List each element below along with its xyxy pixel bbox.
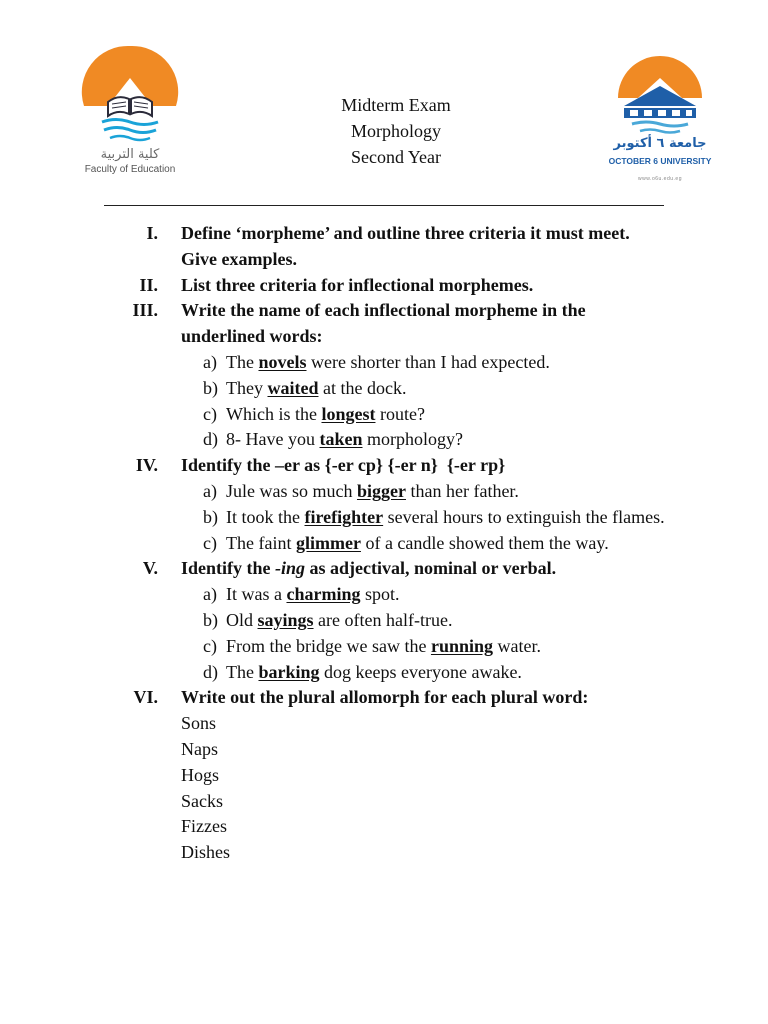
sub-item-text: 8- Have you bbox=[226, 429, 320, 450]
question-line: Give examples. bbox=[181, 248, 297, 269]
sub-item-text: Jule was so much bbox=[226, 480, 357, 501]
question-text bbox=[181, 685, 691, 711]
sub-item-letter: b) bbox=[203, 377, 218, 398]
question-line: Write out the plural allomorph for each plural word: bbox=[181, 687, 589, 708]
sub-item bbox=[203, 505, 666, 531]
university-building-icon bbox=[614, 46, 706, 134]
question-text bbox=[181, 221, 691, 273]
question-text bbox=[181, 273, 691, 299]
sub-item bbox=[203, 582, 686, 608]
question-number: III. bbox=[132, 300, 158, 321]
faculty-of-education-logo bbox=[80, 44, 180, 180]
sub-item-text: The bbox=[226, 661, 259, 682]
university-english-caption: OCTOBER 6 UNIVERSITY bbox=[608, 156, 712, 166]
underlined-word: running bbox=[430, 635, 493, 656]
sub-item-letter: d) bbox=[203, 429, 218, 450]
sub-item-text: Old bbox=[226, 609, 258, 630]
sub-item-text: water. bbox=[493, 635, 541, 656]
exam-year: Second Year bbox=[351, 147, 441, 167]
sub-item-letter: b) bbox=[203, 609, 218, 630]
sub-item bbox=[203, 376, 686, 402]
question-3 bbox=[0, 298, 768, 350]
question-line: List three criteria for inflectional morphemes. bbox=[181, 274, 534, 295]
faculty-english-caption: Faculty of Education bbox=[84, 164, 176, 175]
underlined-word: taken bbox=[319, 429, 363, 450]
question-italic-term: -ing bbox=[275, 558, 306, 579]
exam-title: Midterm Exam bbox=[341, 95, 451, 115]
question-list bbox=[0, 221, 768, 866]
sub-item-text: Which is the bbox=[226, 403, 322, 424]
sub-item-letter: c) bbox=[203, 532, 217, 553]
plural-word: Dishes bbox=[181, 842, 230, 863]
underlined-word: firefighter bbox=[304, 506, 384, 527]
question-5 bbox=[0, 556, 768, 582]
sub-item-letter: a) bbox=[203, 351, 217, 372]
faculty-arabic-caption: كلية التربية bbox=[100, 147, 160, 162]
sub-item-text: It was a bbox=[226, 584, 287, 605]
book-icon bbox=[80, 44, 180, 144]
sub-item-text: several hours to extinguish the flames. bbox=[383, 506, 665, 527]
question-number: II. bbox=[139, 274, 158, 295]
plural-word: Hogs bbox=[181, 764, 220, 785]
plural-word: Naps bbox=[181, 738, 218, 759]
underlined-word: barking bbox=[258, 661, 320, 682]
sub-item-text: spot. bbox=[360, 584, 400, 605]
question-number: V. bbox=[142, 558, 158, 579]
sub-item-text: than her father. bbox=[405, 480, 519, 501]
question-1 bbox=[0, 221, 768, 273]
sub-item-letter: a) bbox=[203, 584, 217, 605]
underlined-word: novels bbox=[258, 351, 307, 372]
question-2 bbox=[0, 273, 768, 299]
sub-item-text: are often half-true. bbox=[313, 609, 453, 630]
sub-item bbox=[203, 350, 686, 376]
sub-item-text: It took the bbox=[226, 506, 305, 527]
sub-item bbox=[203, 634, 686, 660]
question-number: I. bbox=[146, 223, 158, 243]
exam-subject: Morphology bbox=[351, 121, 441, 141]
underlined-word: glimmer bbox=[295, 532, 361, 553]
sub-item-text: route? bbox=[375, 403, 425, 424]
university-url-caption: www.o6u.edu.eg bbox=[638, 176, 682, 182]
question-line: Define ‘morpheme’ and outline three criteria it must meet. bbox=[181, 223, 630, 243]
question-4 bbox=[0, 453, 768, 479]
sub-item-letter: d) bbox=[203, 661, 218, 682]
question-text bbox=[181, 556, 691, 582]
sub-item bbox=[203, 660, 686, 686]
question-text bbox=[181, 453, 691, 479]
sub-item-text: The bbox=[226, 351, 259, 372]
sub-item-letter: c) bbox=[203, 635, 217, 656]
university-arabic-caption: جامعة ٦ أكتوبر bbox=[613, 136, 707, 151]
sub-item-text: They bbox=[226, 377, 268, 398]
sub-item bbox=[203, 479, 686, 505]
sub-item-text: dog keeps everyone awake. bbox=[319, 661, 522, 682]
sub-item bbox=[203, 531, 686, 557]
question-text bbox=[181, 298, 691, 350]
sub-item-text: were shorter than I had expected. bbox=[306, 351, 550, 372]
question-line: Identify the –er as {-er cp} {-er n} {-er rp} bbox=[181, 455, 506, 476]
sub-item bbox=[203, 608, 686, 634]
sub-item-text: at the dock. bbox=[318, 377, 407, 398]
question-number: IV. bbox=[135, 455, 158, 476]
question-line: Identify the bbox=[181, 558, 275, 579]
sub-item-letter: a) bbox=[203, 480, 217, 501]
sub-item-letter: b) bbox=[203, 506, 218, 527]
exam-title-block bbox=[250, 92, 542, 170]
sub-item-letter: c) bbox=[203, 403, 217, 424]
plural-word: Fizzes bbox=[181, 816, 227, 837]
sub-item-text: morphology? bbox=[362, 429, 463, 450]
question-number: VI. bbox=[133, 687, 158, 708]
plural-word: Sons bbox=[181, 713, 217, 734]
question-line: underlined words: bbox=[181, 326, 323, 347]
sub-item-text: The faint bbox=[226, 532, 296, 553]
question-line: as adjectival, nominal or verbal. bbox=[305, 558, 557, 579]
sub-item-text: of a candle showed them the way. bbox=[360, 532, 609, 553]
sub-item bbox=[203, 427, 686, 453]
question-6 bbox=[0, 685, 768, 711]
underlined-word: longest bbox=[321, 403, 376, 424]
sub-item bbox=[203, 402, 686, 428]
question-line: Write the name of each inflectional morpheme in the bbox=[181, 300, 586, 321]
plural-word: Sacks bbox=[181, 790, 223, 811]
underlined-word: charming bbox=[286, 584, 361, 605]
underlined-word: sayings bbox=[257, 609, 314, 630]
header-divider bbox=[104, 205, 664, 206]
underlined-word: bigger bbox=[356, 480, 406, 501]
underlined-word: waited bbox=[267, 377, 319, 398]
october-6-university-logo bbox=[606, 46, 714, 186]
sub-item-text: From the bridge we saw the bbox=[226, 635, 431, 656]
